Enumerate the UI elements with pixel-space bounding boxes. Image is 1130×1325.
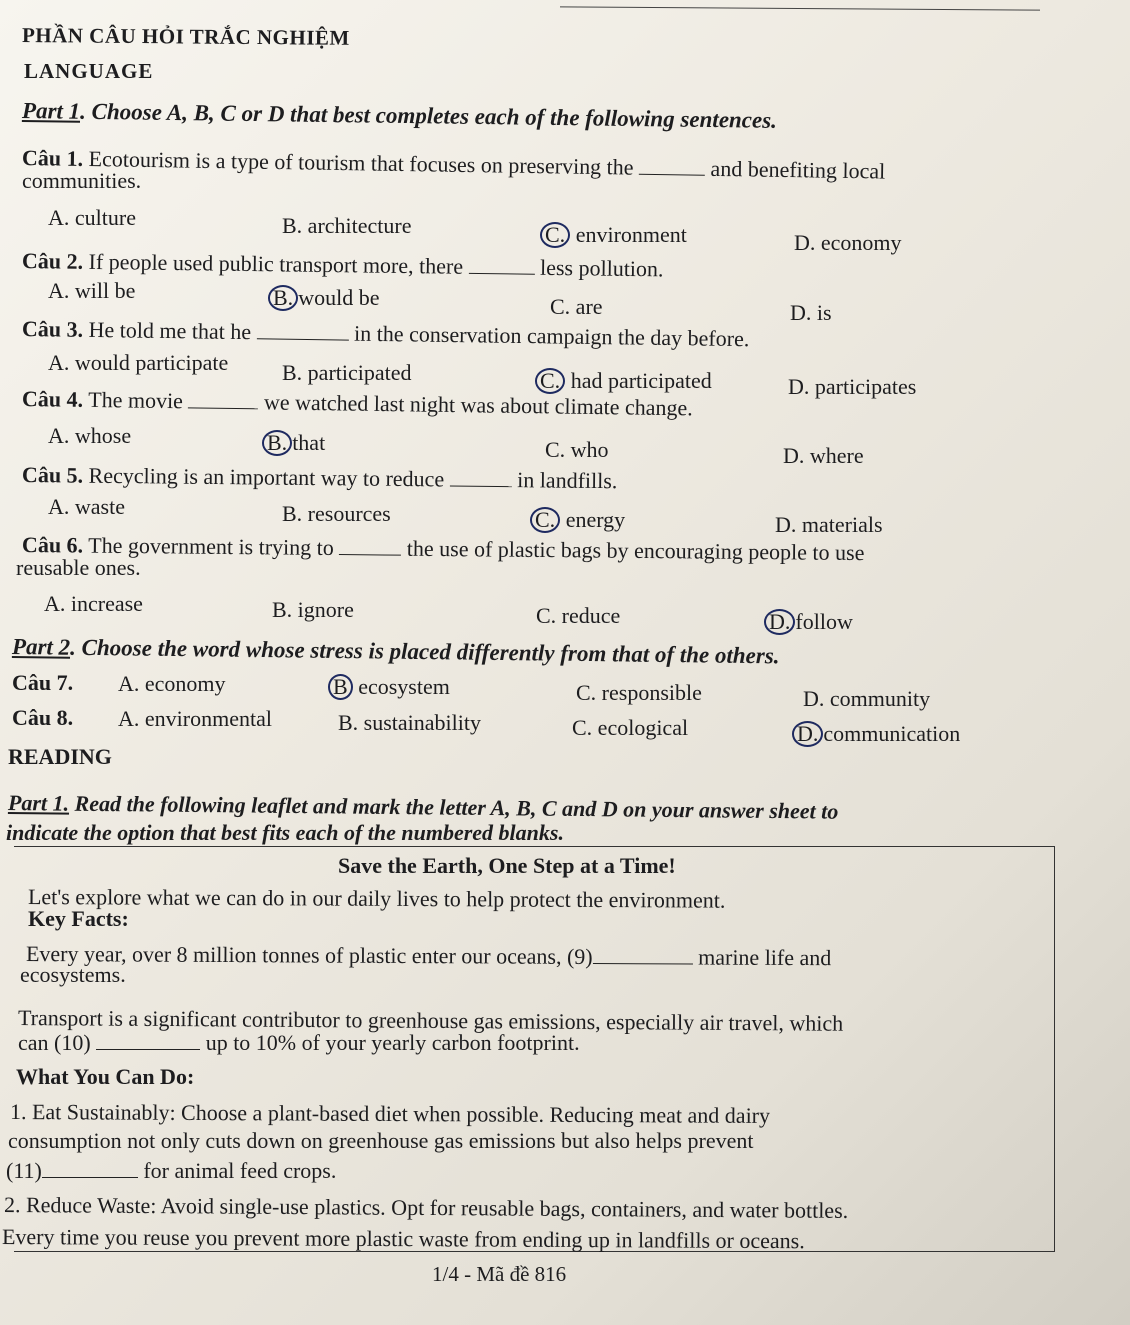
question-text: The government is trying to [88,532,334,560]
q8-option-b: B. sustainability [338,710,481,735]
option-text: environment [575,222,687,247]
blank-number-11: (11) [6,1158,42,1183]
section-title: PHẦN CÂU HỎI TRẮC NGHIỆM [21,23,350,50]
fact-text: Every year, over 8 million tonnes of plastic enter our oceans, (9) [25,941,593,969]
what-you-can-do-heading: What You Can Do: [16,1064,195,1089]
q4-option-a: A. whose [48,423,132,448]
q5-option-d: D. materials [775,512,883,537]
answer-circle: B. [268,285,298,311]
q3-option-c [535,368,712,394]
answer-blank [639,158,705,176]
answer-circle: C. [540,222,570,248]
option-text: communication [823,721,961,746]
action-1-end [6,1158,336,1184]
question-number: Câu 2. [21,248,84,274]
question-number: Câu 3. [21,316,84,342]
q6-option-d [764,609,853,635]
option-text: energy [565,507,626,532]
question-text: Ecotourism is a type of tourism that focuses on preserving the [88,146,634,180]
answer-blank-10 [96,1033,200,1050]
option-text: had participated [570,368,712,393]
leaflet-intro: Let's explore what we can do in our daily lives to help protect the environment. [27,884,726,913]
question-number: Câu 5. [21,462,84,488]
part1-label: Part 1 [21,98,81,124]
q8-option-a: A. environmental [118,706,272,731]
part2-instruction [12,634,780,669]
answer-blank-9 [593,947,693,965]
option-text: ecosystem [358,674,450,699]
question-text: in the conservation campaign the day before. [353,320,750,352]
answer-circle: D. [764,609,795,635]
question-1-cont: communities. [22,168,142,193]
answer-circle: C. [530,507,560,533]
answer-blank [188,391,258,409]
q3-option-b: B. participated [282,360,412,385]
page-footer: 1/4 - Mã đề 816 [432,1262,567,1286]
action-1-cont: consumption not only cuts down on greenhouse gas emissions but also helps prevent [8,1128,754,1153]
question-text: the use of plastic bags by encouraging people to use [406,535,865,566]
option-text: would be [298,285,380,310]
q2-option-d: D. is [790,300,832,325]
answer-circle: D. [792,721,823,747]
reading-instruction-cont: indicate the option that best fits each of the numbered blanks. [6,820,564,845]
option-text: follow [795,609,853,634]
q1-option-c [540,222,687,248]
question-text: He told me that he [88,316,252,345]
question-5 [22,462,618,494]
action-2: 2. Reduce Waste: Avoid single-use plastics. Opt for reusable bags, containers, and water bottles. [3,1192,849,1223]
reading-instruction-text: Read the following leaflet and mark the letter A, B, C and D on your answer sheet to [68,790,839,824]
fact-2: Transport is a significant contributor to greenhouse gas emissions, especially air travel, which [17,1005,844,1036]
q3-option-a: A. would participate [48,350,229,375]
answer-blank [450,469,512,487]
q7-option-c: C. responsible [576,680,702,705]
part1-instruction [22,98,777,134]
q7-option-d: D. community [803,686,931,711]
question-8-number: Câu 8. [12,705,74,730]
action-text: for animal feed crops. [143,1158,337,1183]
q2-option-a: A. will be [48,278,136,303]
q6-option-c: C. reduce [536,603,621,628]
part2-instruction-text: . Choose the word whose stress is placed differently from that of the others. [69,634,780,669]
question-text: in landfills. [517,467,618,494]
q8-option-c: C. ecological [572,715,689,740]
fact-2-cont [18,1030,580,1056]
question-text: we watched last night was about climate change. [263,389,693,421]
q3-option-d: D. participates [788,374,917,399]
action-2-cont: Every time you reuse you prevent more plastic waste from ending up in landfills or oceans. [1,1224,805,1254]
question-text: and benefiting local [710,155,886,184]
q5-option-c [530,507,625,533]
q7-option-a: A. economy [118,671,226,696]
q1-option-a: A. culture [48,205,136,230]
reading-part-label: Part 1. [7,790,70,816]
question-text: The movie [88,386,184,414]
answer-blank [339,538,401,556]
answer-circle: B [328,674,353,700]
q5-option-b: B. resources [282,501,391,526]
answer-blank-11 [42,1161,138,1178]
question-6 [22,532,865,566]
part1-instruction-text: . Choose A, B, C or D that best completes each of the following sentences. [79,98,778,133]
q2-option-c: C. are [550,294,603,319]
language-heading: LANGUAGE [24,59,154,83]
q4-option-b [262,430,325,456]
question-text: If people used public transport more, there [88,248,464,279]
question-7-number: Câu 7. [12,670,74,695]
leaflet-title: Save the Earth, One Step at a Time! [338,853,676,878]
answer-blank [468,257,534,275]
option-text: that [292,430,326,455]
q5-option-a: A. waste [48,494,125,519]
fact-1-cont: ecosystems. [20,962,126,987]
q1-option-b: B. architecture [282,213,412,238]
part2-label: Part 2 [11,634,71,660]
fact-text: can (10) [18,1030,91,1055]
fact-1 [26,941,831,971]
top-rule [560,6,1040,10]
question-3 [22,316,750,352]
q6-option-a: A. increase [44,591,143,616]
q1-option-d: D. economy [794,230,902,255]
answer-circle: C. [535,368,565,394]
action-1: 1. Eat Sustainably: Choose a plant-based diet when possible. Reducing meat and dairy [9,1099,771,1128]
answer-circle: B. [262,430,292,456]
q6-option-b: B. ignore [272,597,354,622]
question-number: Câu 6. [21,532,84,558]
q4-option-d: D. where [783,443,864,468]
q2-option-b [268,285,379,311]
q4-option-c: C. who [545,437,609,462]
question-number: Câu 4. [21,386,84,412]
question-6-cont: reusable ones. [16,555,141,580]
question-text: less pollution. [539,254,664,282]
fact-text: marine life and [698,944,832,971]
q7-option-b [328,674,450,700]
answer-blank [257,322,349,340]
q8-option-d [792,721,960,747]
question-text: Recycling is an important way to reduce [88,462,445,492]
question-number: Câu 1. [21,145,84,171]
question-1 [22,145,886,185]
fact-text: up to 10% of your yearly carbon footprint. [205,1030,580,1055]
key-facts-heading: Key Facts: [28,906,129,931]
reading-heading: READING [8,744,112,769]
